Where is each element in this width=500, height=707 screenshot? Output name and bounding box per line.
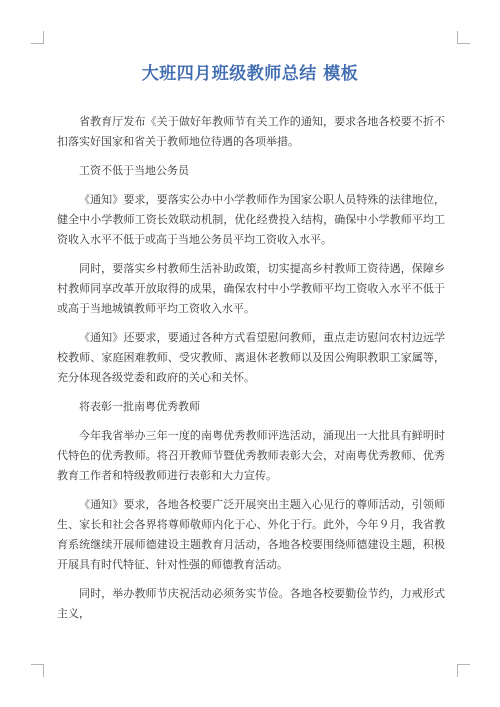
document-title: 大班四月班级教师总结 模板 [141, 64, 359, 84]
paragraph: 今年我省举办三年一度的南粤优秀教师评选活动，涌现出一大批具有鲜明时代特色的优秀教师。将召开教师节暨优秀教师表彰大会，对南粤优秀教师、优秀教育工作者和特级教师进行表彰和大力宣传。 [57, 429, 445, 482]
document-body [57, 112, 445, 633]
paragraph: 《通知》要求，各地各校要广泛开展突出主题入心见行的尊师活动，引领师生、家长和社会各界将尊师敬师内化于心、外化于行。此外，今年９月，我省教育系统继续开展师德建设主题教育月活动，各地各校要围绕师德建设主题，积极开展具有时代特征、针对性强的师德教育活动。 [57, 498, 445, 571]
crop-mark-bottom-left [31, 664, 44, 677]
paragraph: 《通知》要求，要落实公办中小学教师作为国家公职人员特殊的法律地位，健全中小学教师工资长效联动机制，优化经费投入结构，确保中小学教师平均工资收入水平不低于或高于当地公务员平均工资收入水平。 [57, 193, 445, 246]
paragraph: 《通知》还要求，要通过各种方式看望慰问教师，重点走访慰问农村边远学校教师、家庭困难教师、受灾教师、离退休老教师以及因公殉职教职工家属等，充分体现各级党委和政府的关心和关怀。 [57, 331, 445, 384]
paragraph: 同时，要落实乡村教师生活补助政策，切实提高乡村教师工资待遇，保障乡村教师同享改革开放取得的成果，确保农村中小学教师平均工资收入水平不低于或高于当地城镇教师平均工资收入水平。 [57, 262, 445, 315]
paragraph: 省教育厅发布《关于做好年教师节有关工作的通知，要求各地各校要不折不扣落实好国家和省关于教师地位待遇的各项举措。 [57, 115, 445, 148]
crop-mark-bottom-right [457, 664, 470, 677]
section-heading: 工资不低于当地公务员 [79, 164, 189, 177]
section-heading: 将表彰一批南粤优秀教师 [79, 400, 200, 413]
paragraph: 同时，举办教师节庆祝活动必须务实节俭。各地各校要勤俭节约，力戒形式主义， [57, 587, 445, 620]
crop-mark-top-right [457, 31, 470, 44]
crop-mark-top-left [31, 31, 44, 44]
